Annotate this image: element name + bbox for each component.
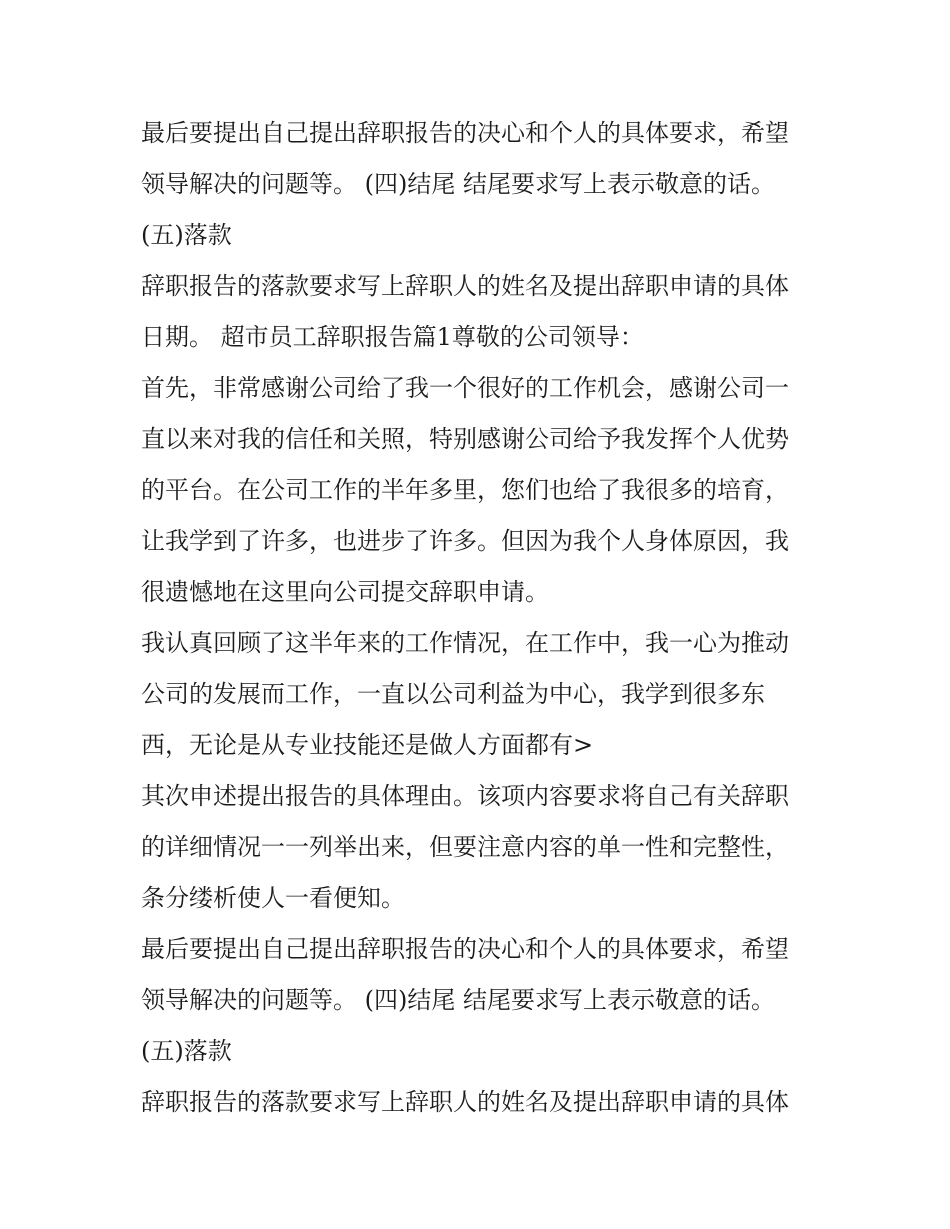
text-line: 领导解决的问题等。 (四)结尾 结尾要求写上表示敬意的话。	[141, 986, 775, 1014]
text-line: 领导解决的问题等。 (四)结尾 结尾要求写上表示敬意的话。	[141, 170, 775, 198]
text-line: 辞职报告的落款要求写上辞职人的姓名及提出辞职申请的具体	[141, 1088, 789, 1116]
text-line: 条分缕析使人一看便知。	[141, 884, 405, 912]
text-line: 辞职报告的落款要求写上辞职人的姓名及提出辞职申请的具体	[141, 272, 789, 300]
text-line: 我认真回顾了这半年来的工作情况，在工作中，我一心为推动	[141, 629, 789, 657]
text-line: 最后要提出自己提出辞职报告的决心和个人的具体要求，希望	[141, 119, 789, 147]
section-heading: (五)落款	[141, 221, 232, 249]
text-line: 直以来对我的信任和关照，特别感谢公司给予我发挥个人优势	[141, 425, 789, 453]
text-line: 最后要提出自己提出辞职报告的决心和个人的具体要求，希望	[141, 935, 789, 963]
text-line: 的详细情况一一列举出来，但要注意内容的单一性和完整性，	[141, 833, 789, 861]
text-line: 很遗憾地在这里向公司提交辞职申请。	[141, 578, 549, 606]
text-line: 日期。 超市员工辞职报告篇1尊敬的公司领导：	[141, 323, 644, 351]
text-line: 让我学到了许多，也进步了许多。但因为我个人身体原因，我	[141, 527, 789, 555]
text-line: 首先，非常感谢公司给了我一个很好的工作机会，感谢公司一	[141, 374, 789, 402]
text-line: 西，无论是从专业技能还是做人方面都有>	[141, 731, 594, 759]
text-line: 的平台。在公司工作的半年多里，您们也给了我很多的培育，	[141, 476, 789, 504]
text-line: 其次申述提出报告的具体理由。该项内容要求将自己有关辞职	[141, 782, 789, 810]
section-heading: (五)落款	[141, 1037, 232, 1065]
document-body	[141, 108, 821, 1128]
text-line: 公司的发展而工作，一直以公司利益为中心，我学到很多东	[141, 680, 765, 708]
